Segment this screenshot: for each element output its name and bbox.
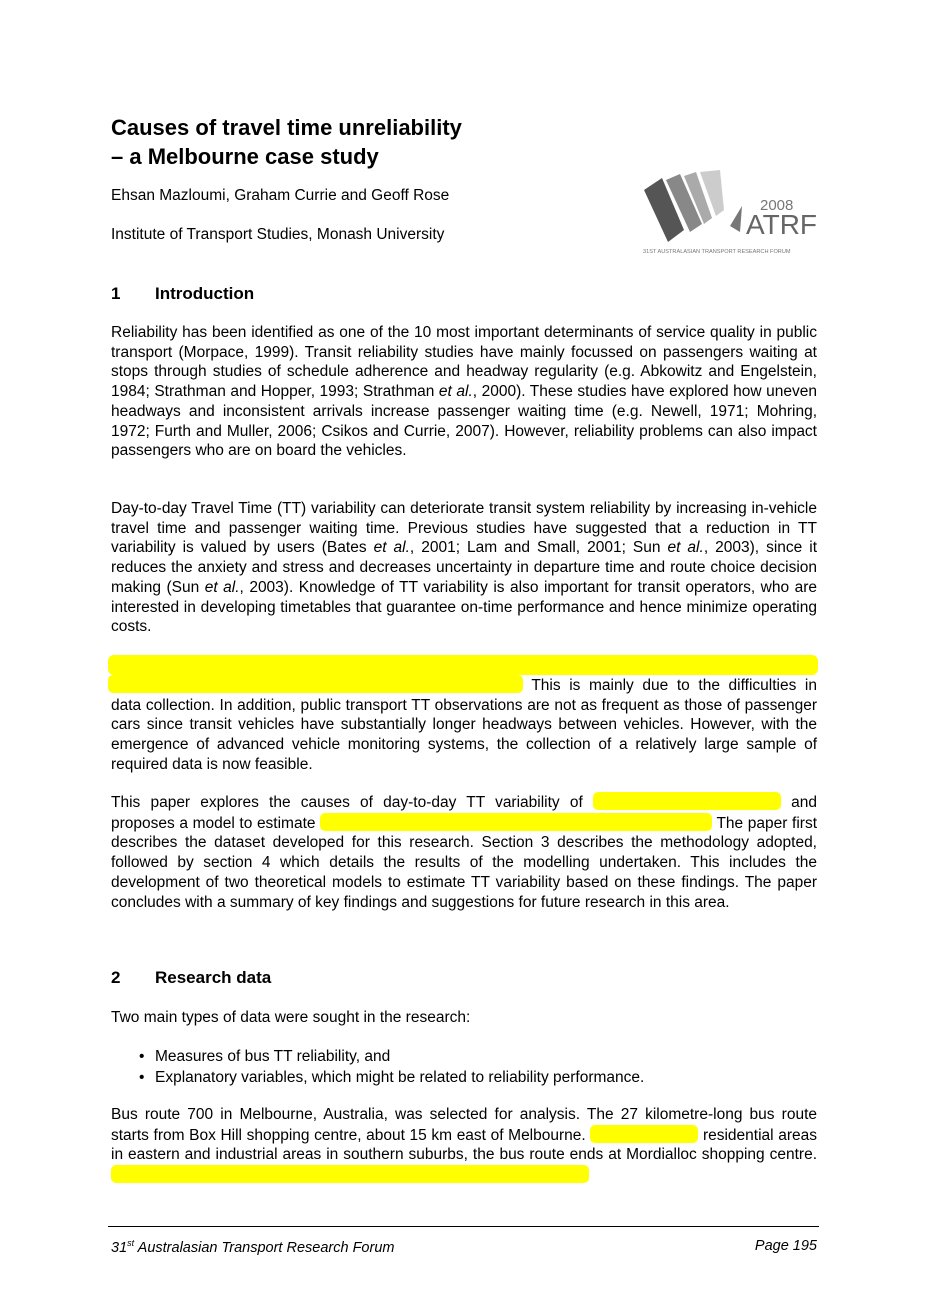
redaction-highlight xyxy=(111,1165,589,1183)
paragraph-2: Day-to-day Travel Time (TT) variability can deteriorate transit system reliability by increasing in-vehicle travel time and passenger waiting time. Previous studies have suggested that a reduction in TT variability is valued by users (Bates et al., 2001; Lam and Small, 2001; Sun et al., 2003), since it reduces the anxiety and stress and decreases uncertainty in departure time and route choice decision making (Sun et al., 2003). Knowledge of TT variability is also important for transit operators, who are interested in developing timetables that guarantee on-time performance and hence minimize operating costs. xyxy=(111,500,818,636)
redaction-highlight xyxy=(108,655,818,675)
paragraph-6: Bus route 700 in Melbourne, Australia, was selected for analysis. The 27 kilometre-long bus route starts from Box Hill shopping centre, about 15 km east of Melbourne. residential areas in eastern and industrial areas in southern suburbs, the bus route ends at Mordialloc shopping centre. xyxy=(111,1105,817,1186)
svg-text:2008: 2008 xyxy=(760,197,794,214)
redaction-highlight xyxy=(593,792,781,810)
svg-text:ATRF: ATRF xyxy=(746,209,816,240)
footer-forum: 31st Australasian Transport Research Forum xyxy=(111,1238,395,1256)
section-heading-research-data: 2 Research data xyxy=(111,968,272,987)
page-number: Page 195 xyxy=(754,1238,817,1254)
list-item: • Measures of bus TT reliability, and xyxy=(111,1046,644,1067)
redaction-highlight xyxy=(108,675,523,693)
paragraph-1: Reliability has been identified as one of the 10 most important determinants of service quality in public transport (Morpace, 1999). Transit reliability studies have mainly focussed on passengers waiting at stops through studies of schedule adherence and headway regularity (e.g. Abkowitz and Engelstein, 1984; Strathman and Hopper, 1993; Strathman et al., 2000). These studies have explored how uneven headways and inconsistent arrivals increase passenger waiting time (e.g. Newell, 1971; Mohring, 1972; Furth and Muller, 2006; Csikos and Currie, 2007). However, reliability problems can also impact passengers who are on board the vehicles. xyxy=(111,324,817,460)
authors: Ehsan Mazloumi, Graham Currie and Geoff Rose xyxy=(111,187,450,204)
redaction-highlight xyxy=(590,1125,698,1143)
list-item: • Explanatory variables, which might be related to reliability performance. xyxy=(111,1067,644,1088)
section-heading-introduction: 1 Introduction xyxy=(111,284,255,303)
paragraph-3: This is mainly due to the difficulties in data collection. In addition, public transport TT observations are not as frequent as those of passenger cars since transit vehicles have substantially longer headways between vehicles. However, with the emergence of advanced vehicle monitoring systems, the collection of a relatively large sample of required data is now feasible. xyxy=(111,655,817,775)
redaction-highlight xyxy=(320,813,712,831)
paragraph-5: Two main types of data were sought in the research: xyxy=(111,1009,471,1026)
svg-text:31ST AUSTRALASIAN TRANSPORT RE: 31ST AUSTRALASIAN TRANSPORT RESEARCH FORUM xyxy=(643,249,791,255)
bullet-list xyxy=(111,1046,644,1088)
atrf-logo xyxy=(640,170,816,258)
footer-divider xyxy=(108,1226,819,1227)
institution: Institute of Transport Studies, Monash University xyxy=(111,226,445,243)
paper-title: Causes of travel time unreliability – a Melbourne case study xyxy=(111,115,462,169)
paragraph-4: This paper explores the causes of day-to-day TT variability of and proposes a model to estimate The paper first describes the dataset developed for this research. Section 3 describes the methodology adopted, followed by section 4 which details the results of the modelling undertaken. This includes the development of two theoretical models to estimate TT variability based on these findings. The paper concludes with a summary of key findings and suggestions for future research in this area. xyxy=(111,794,817,911)
